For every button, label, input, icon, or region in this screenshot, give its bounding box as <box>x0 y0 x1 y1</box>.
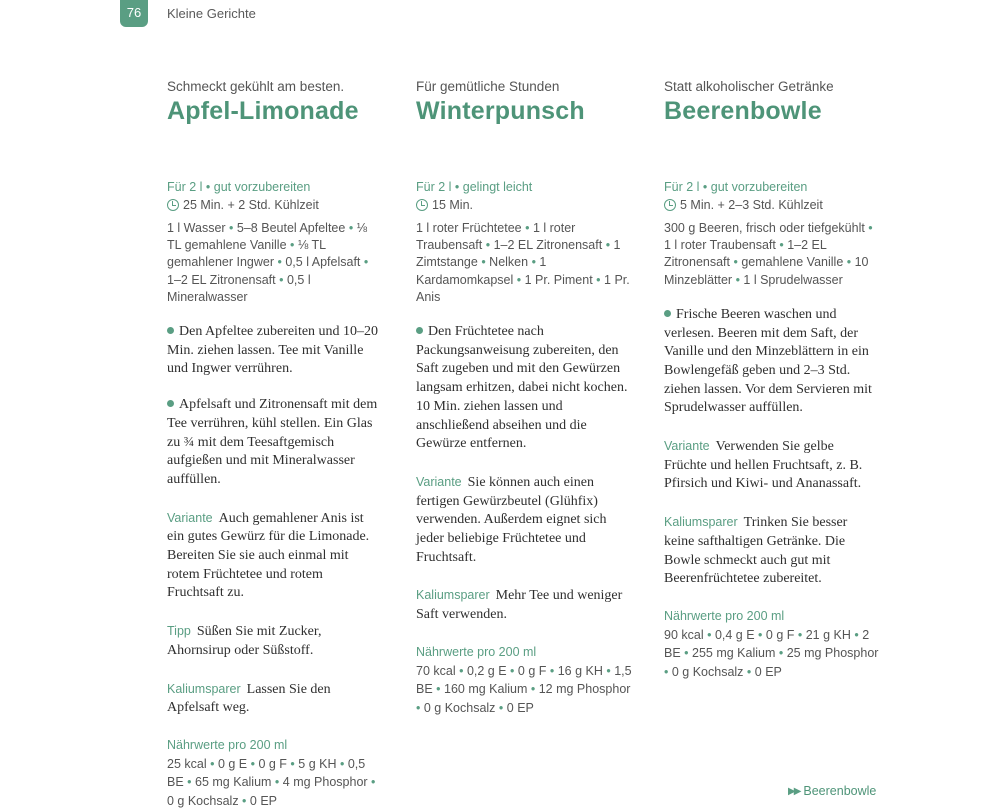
nutrition-label: Nährwerte pro 200 ml <box>416 644 537 659</box>
separator-dot: • <box>592 272 605 287</box>
separator-dot: • <box>850 627 863 642</box>
list-item: 300 g Beeren, frisch oder tiefgekühlt <box>664 221 865 235</box>
recipe-title: Beerenbowle <box>664 97 822 125</box>
list-item: 25 kcal <box>167 756 207 771</box>
separator-dot: • <box>286 238 298 253</box>
separator-dot: • <box>345 221 357 235</box>
page-number-badge: 76 <box>120 0 148 27</box>
separator-dot: • <box>680 646 693 661</box>
note-kaliumsparer: Kaliumsparer Trinken Sie besser keine safthaltigen Getränke. Die Bowle schmeckt auch gut mit Beerenfrüchtetee zubereitet. <box>664 515 848 587</box>
note-variante: Variante Auch gemahlener Anis ist ein gutes Gewürz für die Limonade. Bereiten Sie sie auch einmal mit rotem Früchtetee und rotem Fruchtsaft zu. <box>167 510 370 601</box>
recipe-column-beerenbowle <box>664 78 880 682</box>
list-item: 1 Zimtstange <box>416 238 621 270</box>
list-item: 0 EP <box>249 794 278 809</box>
recipe-title: Winterpunsch <box>416 97 585 125</box>
note-kaliumsparer: Kaliumsparer Mehr Tee und weniger Saft verwenden. <box>416 588 623 623</box>
servings: Für 2 l <box>167 180 203 194</box>
separator-dot: • <box>775 238 788 253</box>
bullet-icon <box>167 400 174 407</box>
separator-dot: • <box>506 663 518 678</box>
separator-dot: • <box>527 682 539 697</box>
step: Frische Beeren waschen und verlesen. Beeren mit dem Saft, der Vanille und den Minzeblättern in ein Bowlengefäß geben und 2–3 Std. ziehen lassen. Vor dem Servieren mit Sprudelwasser auffüllen. <box>664 306 872 416</box>
separator-dot: • <box>602 663 615 678</box>
list-item: 70 kcal <box>416 663 456 678</box>
servings: Für 2 l <box>664 180 700 194</box>
nutrition-values <box>416 662 632 718</box>
list-item: 1 Kardamomkapsel <box>416 255 547 287</box>
recipe-column-winterpunsch <box>416 78 632 718</box>
recipe-meta: Für 2 l • gut vorzubereiten 25 Min. + 2 Std. Kühlzeit <box>167 180 319 212</box>
list-item: 4 mg Phosphor <box>282 775 368 790</box>
list-item: 1 l roter Früchtetee <box>416 221 522 235</box>
prep-time: 5 Min. + 2–3 Std. Kühlzeit <box>680 198 823 212</box>
separator-dot: • <box>775 646 787 661</box>
recipe-meta: Für 2 l • gelingt leicht 15 Min. <box>416 180 533 212</box>
bullet-icon <box>167 327 174 334</box>
clock-icon <box>167 199 179 211</box>
separator-dot: • <box>843 255 855 270</box>
nutrition-label: Nährwerte pro 200 ml <box>664 608 785 623</box>
separator-dot: • <box>360 255 369 270</box>
list-item: 16 g KH <box>557 663 603 678</box>
list-item: 1 l roter Traubensaft <box>416 221 576 253</box>
recipe-kicker: Schmeckt gekühlt am besten. <box>167 79 345 94</box>
nutrition-values <box>664 626 880 682</box>
list-item: 1,5 BE <box>416 663 632 697</box>
recipe-kicker: Statt alkoholischer Getränke <box>664 79 834 94</box>
list-item: 0 EP <box>506 700 534 715</box>
nutrition-values <box>167 755 383 811</box>
separator-dot: • <box>225 221 237 235</box>
next-recipe-link[interactable] <box>788 784 876 798</box>
separator-dot: • <box>495 700 507 715</box>
list-item: ⅛ TL gemahlene Vanille <box>167 221 368 253</box>
list-item: 0 g F <box>765 627 795 642</box>
list-item: 0 g Kochsalz <box>671 665 744 680</box>
separator-dot: • <box>482 238 494 253</box>
list-item: 0,5 BE <box>167 756 366 790</box>
list-item: 0 EP <box>754 665 782 680</box>
ingredients-list <box>664 220 880 289</box>
bullet-icon <box>664 310 671 317</box>
separator-dot: • <box>546 663 558 678</box>
note-label: Variante <box>664 439 710 454</box>
nutrition-block <box>416 643 632 718</box>
note-variante: Variante Sie können auch einen fertigen Gewürzbeutel (Glühfix) verwenden. Außerdem eignet sich jeder beliebige Früchtetee und Fruchtsaft. <box>416 474 607 565</box>
note-label: Kaliumsparer <box>416 588 490 603</box>
list-item: 255 mg Kalium <box>692 646 776 661</box>
separator-dot: • <box>754 627 766 642</box>
separator-dot: • <box>864 221 873 235</box>
separator-dot: • <box>521 221 533 235</box>
separator-dot: • <box>274 255 286 270</box>
note-kaliumsparer: Kaliumsparer Lassen Sie den Apfelsaft weg. <box>167 681 331 716</box>
separator-dot: • <box>743 665 755 680</box>
separator-dot: • <box>455 663 467 678</box>
list-item: 1–2 EL Zitronensaft <box>493 238 603 253</box>
separator-dot: • <box>664 665 672 680</box>
separator-dot: • <box>528 255 540 270</box>
separator-dot: • <box>432 682 445 697</box>
list-item: 5 g KH <box>298 756 337 771</box>
list-item: 5–8 Beutel Apfeltee <box>236 221 346 235</box>
note-label: Kaliumsparer <box>167 681 241 696</box>
list-item: 25 mg Phosphor <box>786 646 879 661</box>
separator-dot: • <box>477 255 490 270</box>
separator-dot: • <box>247 756 259 771</box>
list-item: 0,5 l Mineralwasser <box>167 272 311 304</box>
list-item: 0 g F <box>517 663 547 678</box>
note-tipp: Tipp Süßen Sie mit Zucker, Ahornsirup oder Süßstoff. <box>167 624 322 658</box>
note-label: Kaliumsparer <box>664 515 738 530</box>
note-variante: Variante Verwenden Sie gelbe Früchte und hellen Fruchtsaft, z. B. Pfirsich und Kiwi- und Ananassaft. <box>664 439 863 492</box>
list-item: 21 g KH <box>805 627 851 642</box>
list-item: 0 g Kochsalz <box>423 700 496 715</box>
list-item: 0 g E <box>217 756 248 771</box>
list-item: 0,5 l Apfelsaft <box>285 255 361 270</box>
separator-dot: • <box>416 700 424 715</box>
list-item: 2 BE <box>664 627 870 661</box>
list-item: ⅛ TL gemahlener Ingwer <box>167 238 326 270</box>
list-item: 1 Pr. Anis <box>416 272 630 304</box>
list-item: 1 Pr. Piment <box>524 272 593 287</box>
ingredients-list <box>167 220 383 306</box>
recipe-column-apfel-limonade <box>167 78 383 811</box>
clock-icon <box>416 199 428 211</box>
list-item: gemahlene Vanille <box>741 255 844 270</box>
note-label: Variante <box>416 474 462 489</box>
bullet-icon <box>416 327 423 334</box>
list-item: 1 l roter Traubensaft <box>664 238 776 253</box>
list-item: 10 Minzeblätter <box>664 255 869 287</box>
prep-time: 15 Min. <box>432 198 473 212</box>
list-item: 90 kcal <box>664 627 704 642</box>
prep-time: 25 Min. + 2 Std. Kühlzeit <box>183 198 319 212</box>
separator-dot: • <box>286 756 299 771</box>
step: Den Früchtetee nach Packungsanweisung zubereiten, den Saft zugeben und mit den Gewürzen langsam erhitzen, dabei nicht kochen. 10 Min. ziehen lassen und anschließend abseihen und die Gewürze entfernen. <box>416 324 628 452</box>
separator-dot: • <box>732 272 744 287</box>
list-item: 1 l Sprudelwasser <box>743 272 843 287</box>
nutrition-block <box>664 607 880 682</box>
recipe-title: Apfel-Limonade <box>167 97 359 125</box>
separator-dot: • <box>730 255 742 270</box>
note-label: Tipp <box>167 624 191 639</box>
section-title: Kleine Gerichte <box>167 6 256 21</box>
list-item: 65 mg Kalium <box>195 775 272 790</box>
list-item: 1–2 EL Zitronensaft <box>167 272 276 287</box>
next-recipe-label: Beerenbowle <box>803 784 877 798</box>
separator-dot: • <box>794 627 806 642</box>
list-item: 0,2 g E <box>466 663 507 678</box>
separator-dot: • <box>271 775 283 790</box>
separator-dot: • <box>602 238 614 253</box>
difficulty-tag: gut vorzubereiten <box>213 180 311 194</box>
separator-dot: • <box>703 627 715 642</box>
separator-dot: • <box>206 756 218 771</box>
servings: Für 2 l <box>416 180 452 194</box>
separator-dot: • <box>275 272 287 287</box>
list-item: 0,4 g E <box>714 627 755 642</box>
difficulty-tag: gelingt leicht <box>462 180 533 194</box>
separator-dot: • <box>513 272 525 287</box>
recipe-kicker: Für gemütliche Stunden <box>416 79 560 94</box>
step: Den Apfeltee zubereiten und 10–20 Min. ziehen lassen. Tee mit Vanille und Ingwer verrühren. <box>167 324 379 377</box>
separator-dot: • <box>238 794 250 809</box>
note-label: Variante <box>167 510 213 525</box>
list-item: 160 mg Kalium <box>444 682 528 697</box>
list-item: 0 g F <box>258 756 287 771</box>
list-item: 12 mg Phosphor <box>538 682 631 697</box>
list-item: Nelken <box>489 255 529 270</box>
list-item: 1–2 EL Zitronensaft <box>664 238 827 270</box>
double-arrow-right-icon: ▶▶ <box>788 785 800 797</box>
list-item: 1 l Wasser <box>167 221 226 235</box>
list-item: 0 g Kochsalz <box>167 794 239 809</box>
step: Apfelsaft und Zitronensaft mit dem Tee verrühren, kühl stellen. Ein Glas zu ¾ mit dem Teesaftgemisch aufgießen und mit Mineralwasser auffüllen. <box>167 397 378 487</box>
separator-dot: • <box>336 756 348 771</box>
nutrition-label: Nährwerte pro 200 ml <box>167 737 288 752</box>
difficulty-tag: gut vorzubereiten <box>710 180 808 194</box>
recipe-meta: Für 2 l • gut vorzubereiten 5 Min. + 2–3 Std. Kühlzeit <box>664 180 823 212</box>
clock-icon <box>664 199 676 211</box>
separator-dot: • <box>183 775 196 790</box>
ingredients-list <box>416 220 632 306</box>
separator-dot: • <box>367 775 376 790</box>
